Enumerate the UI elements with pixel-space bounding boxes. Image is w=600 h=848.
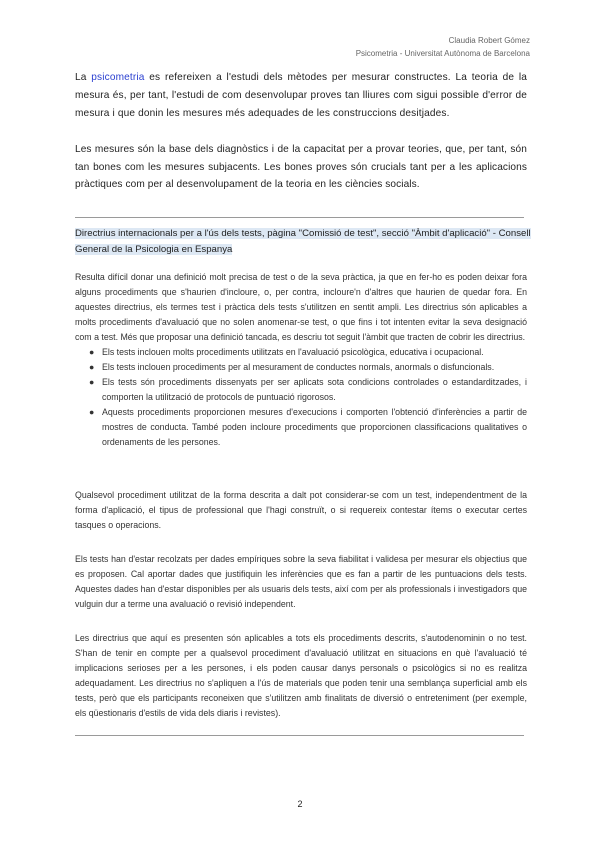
intro-text-start: La (75, 72, 92, 83)
intro-paragraph-1 (75, 69, 527, 123)
list-item-text: Els tests inclouen molts procediments utilitzats en l'avaluació psicològica, educativa i ocupacional. (102, 347, 484, 357)
quote-paragraph-2: Qualsevol procediment utilitzat de la forma descrita a dalt pot considerar-se com un test, independentment de la forma d'aplicació, el tipus de professional que l'hagi construït, o si requereix contestar ítems o executar certes tasques o operacions. (75, 490, 527, 530)
header-affiliation: Psicometria - Universitat Autònoma de Barcelona (355, 49, 530, 58)
quote-paragraph-4: Les directrius que aquí es presenten són aplicables a tots els procediments descrits, s'autodenominin o no test. S'han de tenir en compte per a qualsevol procediment d'avaluació utilitzat en situacions en què l'avaluació té implicacions serioses per a les persones, i els poden causar danys personals o psicològics si no es realitza adequadament. Les directrius no s'apliquen a l'ús de materials que poden tenir una semblança superficial amb els tests, però que els participants reconeixen que s'utilitzen amb finalitats de diversió o entreteniment (per exemple, els qüestionaris d'estils de vida dels diaris i revistes). (75, 633, 527, 718)
page-number: 2 (297, 799, 303, 809)
page-header (356, 34, 530, 60)
bullet-dot-icon: ● (89, 407, 95, 417)
list-item-text: Aquests procediments proporcionen mesures d'execucions i comporten l'obtenció d'inferències a partir de mostres de conducta. També poden incloure procediments que proporcionen classificacions qualitatives o ordenaments de les persones. (102, 407, 527, 447)
source-heading-text: Directrius internacionals per a l'ús dels tests, pàgina "Comissió de test", secció "Àmbit d'aplicació" - Consell General de la Psicologia en Espanya (75, 228, 531, 255)
list-item (75, 405, 527, 450)
quote-block-top (75, 270, 527, 450)
bottom-divider (75, 735, 524, 736)
quote-paragraph-3: Els tests han d'estar recolzats per dades empíriques sobre la seva fiabilitat i validesa per mesurar els objectius que es proposen. Cal aportar dades que justifiquin les inferències que es fan a partir de les puntuacions dels tests. Aquestes dades han d'estar disponibles per als usuaris dels tests, així com per als professionals i investigadors que vulguin dur a terme una avaluació o revisió independent. (75, 554, 527, 609)
top-divider (75, 217, 524, 218)
list-item-text: Els tests són procediments dissenyats per ser aplicats sota condicions controlades o estandarditzades, i comporten la utilització de protocols de puntuació rigorosos. (102, 377, 527, 402)
intro-text-rest: es refereixen a l'estudi dels mètodes per mesurar constructes. La teoria de la mesura és, per tant, l'estudi de com desenvolupar proves tan lliures com sigui possible d'error de mesura i que donin les mesures més adequades de les construccions desitjades. (75, 72, 527, 119)
bullet-dot-icon: ● (89, 362, 95, 372)
list-item-text: Els tests inclouen procediments per al mesurament de conductes normals, anormals o disfuncionals. (102, 362, 495, 372)
list-item (75, 345, 527, 360)
source-heading (75, 226, 531, 258)
psicometria-term: psicometria (91, 72, 145, 83)
bullet-dot-icon: ● (89, 377, 95, 387)
header-author: Claudia Robert Gómez (448, 36, 530, 45)
list-item (75, 375, 527, 405)
bullet-dot-icon: ● (89, 347, 95, 357)
list-item (75, 360, 527, 375)
scope-bullet-list (75, 345, 527, 450)
intro-paragraph-2: Les mesures són la base dels diagnòstics i de la capacitat per a provar teories, que, per tant, són tan bones com les mesures subjacents. Les bones proves són crucials tant per a les aplicacions pràctiques com per al desenvolupament de la teoria en les ciències socials. (75, 144, 527, 190)
quote-paragraph-1: Resulta difícil donar una definició molt precisa de test o de la seva pràctica, ja que en fer-ho es poden deixar fora alguns procediments que s'haurien d'incloure, o, per contra, incloure'n d'altres que haurien de quedar fora. En aquestes directrius, els termes test i pràctica dels tests s'utilitzen en sentit ampli. Les directrius són aplicables a molts procediments d'avaluació que no solen anomenar-se test, o que fins i tot intenten evitar la seva designació com a test. Més que proposar una definició tancada, es descriu tot seguit l'àmbit que tracten de cobrir les directrius. (75, 272, 527, 342)
